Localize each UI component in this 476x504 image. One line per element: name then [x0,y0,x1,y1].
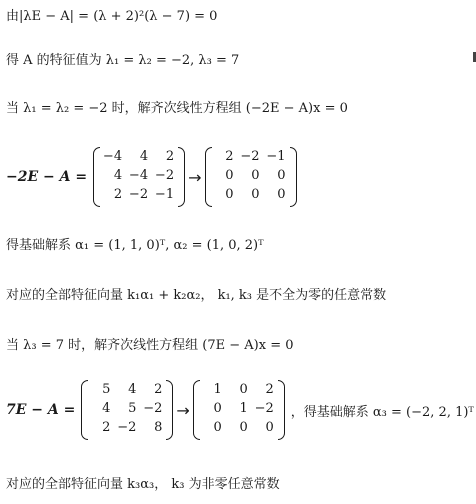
basis-solution-alpha3: ，得基础解系 α₃ = (−2, 2, 1)ᵀ [290,404,474,420]
matrix2-right-cell: 0 [239,381,248,397]
matrix2-right-cell: 0 [265,419,274,435]
matrix-reduction-1 [6,147,299,207]
matrix1-right-cell: 0 [225,186,234,202]
matrix-reduction-2 [6,380,474,440]
matrix1-left-cell: −4 [102,148,123,164]
matrix2-left-cell: 2 [154,381,163,397]
matrix1-right-cell: 0 [251,186,260,202]
eigenvalues-line: 得 A 的特征值为 λ₁ = λ₂ = −2, λ₃ = 7 [6,53,240,68]
matrix2-right-cell: 0 [213,400,222,416]
matrix2-right-cell: 2 [265,381,274,397]
matrix1-left-cell: −4 [128,167,149,183]
matrix2-left-cell: 5 [128,400,137,416]
matrix1-right-cell: 0 [251,167,260,183]
matrix1-left-cell: 4 [139,148,149,164]
eigenvectors-line-2: 对应的全部特征向量 k₃α₃， k₃ 为非零任意常数 [6,477,280,492]
matrix2-lhs: 7E − A = [6,402,76,418]
eigenvectors-line-1: 对应的全部特征向量 k₁α₁ + k₂α₂， k₁, k₃ 是不全为零的任意常数 [6,288,387,303]
matrix2-right-cell: 1 [213,381,222,397]
matrix2-left [81,380,173,440]
matrix1-left-cell: −2 [154,167,175,183]
matrix2-left-cell: −2 [143,400,163,416]
matrix2-right [193,380,285,440]
matrix1-left-cell: 4 [113,167,123,183]
matrix1-left-cell: −1 [154,186,175,202]
matrix1-left-cell: 2 [113,186,123,202]
matrix1-left-cell: −2 [128,186,149,202]
matrix2-left-cell: 2 [102,419,111,435]
reduction-arrow-1: → [188,167,202,187]
matrix1-left [93,147,185,207]
case-lambda-minus2-line: 当 λ₁ = λ₂ = −2 时，解齐次线性方程组 (−2E − A)x = 0 [6,101,348,116]
matrix1-right-cell: 2 [225,148,234,164]
basis-solution-line-1: 得基础解系 α₁ = (1, 1, 0)ᵀ, α₂ = (1, 0, 2)ᵀ [6,238,264,253]
matrix1-right-cell: −2 [240,148,260,164]
matrix2-right-cell: 1 [239,400,248,416]
matrix1-right-cell: 0 [277,167,286,183]
matrix2-right-cell: 0 [213,419,222,435]
reduction-arrow-2: → [176,400,190,420]
matrix2-right-cell: −2 [254,400,274,416]
matrix1-right-cell: 0 [277,186,286,202]
matrix1-left-cell: 2 [165,148,175,164]
case-lambda-7-line: 当 λ₃ = 7 时，解齐次线性方程组 (7E − A)x = 0 [6,338,294,353]
matrix1-lhs: −2E − A = [6,169,88,185]
matrix2-left-cell: 5 [102,381,111,397]
matrix2-left-cell: 4 [102,400,111,416]
characteristic-equation: 由|λE − A| = (λ + 2)²(λ − 7) = 0 [6,9,218,24]
matrix2-right-cell: 0 [239,419,248,435]
matrix1-right-cell: −1 [266,148,286,164]
matrix1-right-cell: 0 [225,167,234,183]
matrix2-left-cell: −2 [117,419,137,435]
matrix1-right [205,147,297,207]
matrix2-left-cell: 4 [128,381,137,397]
matrix2-left-cell: 8 [154,419,163,435]
